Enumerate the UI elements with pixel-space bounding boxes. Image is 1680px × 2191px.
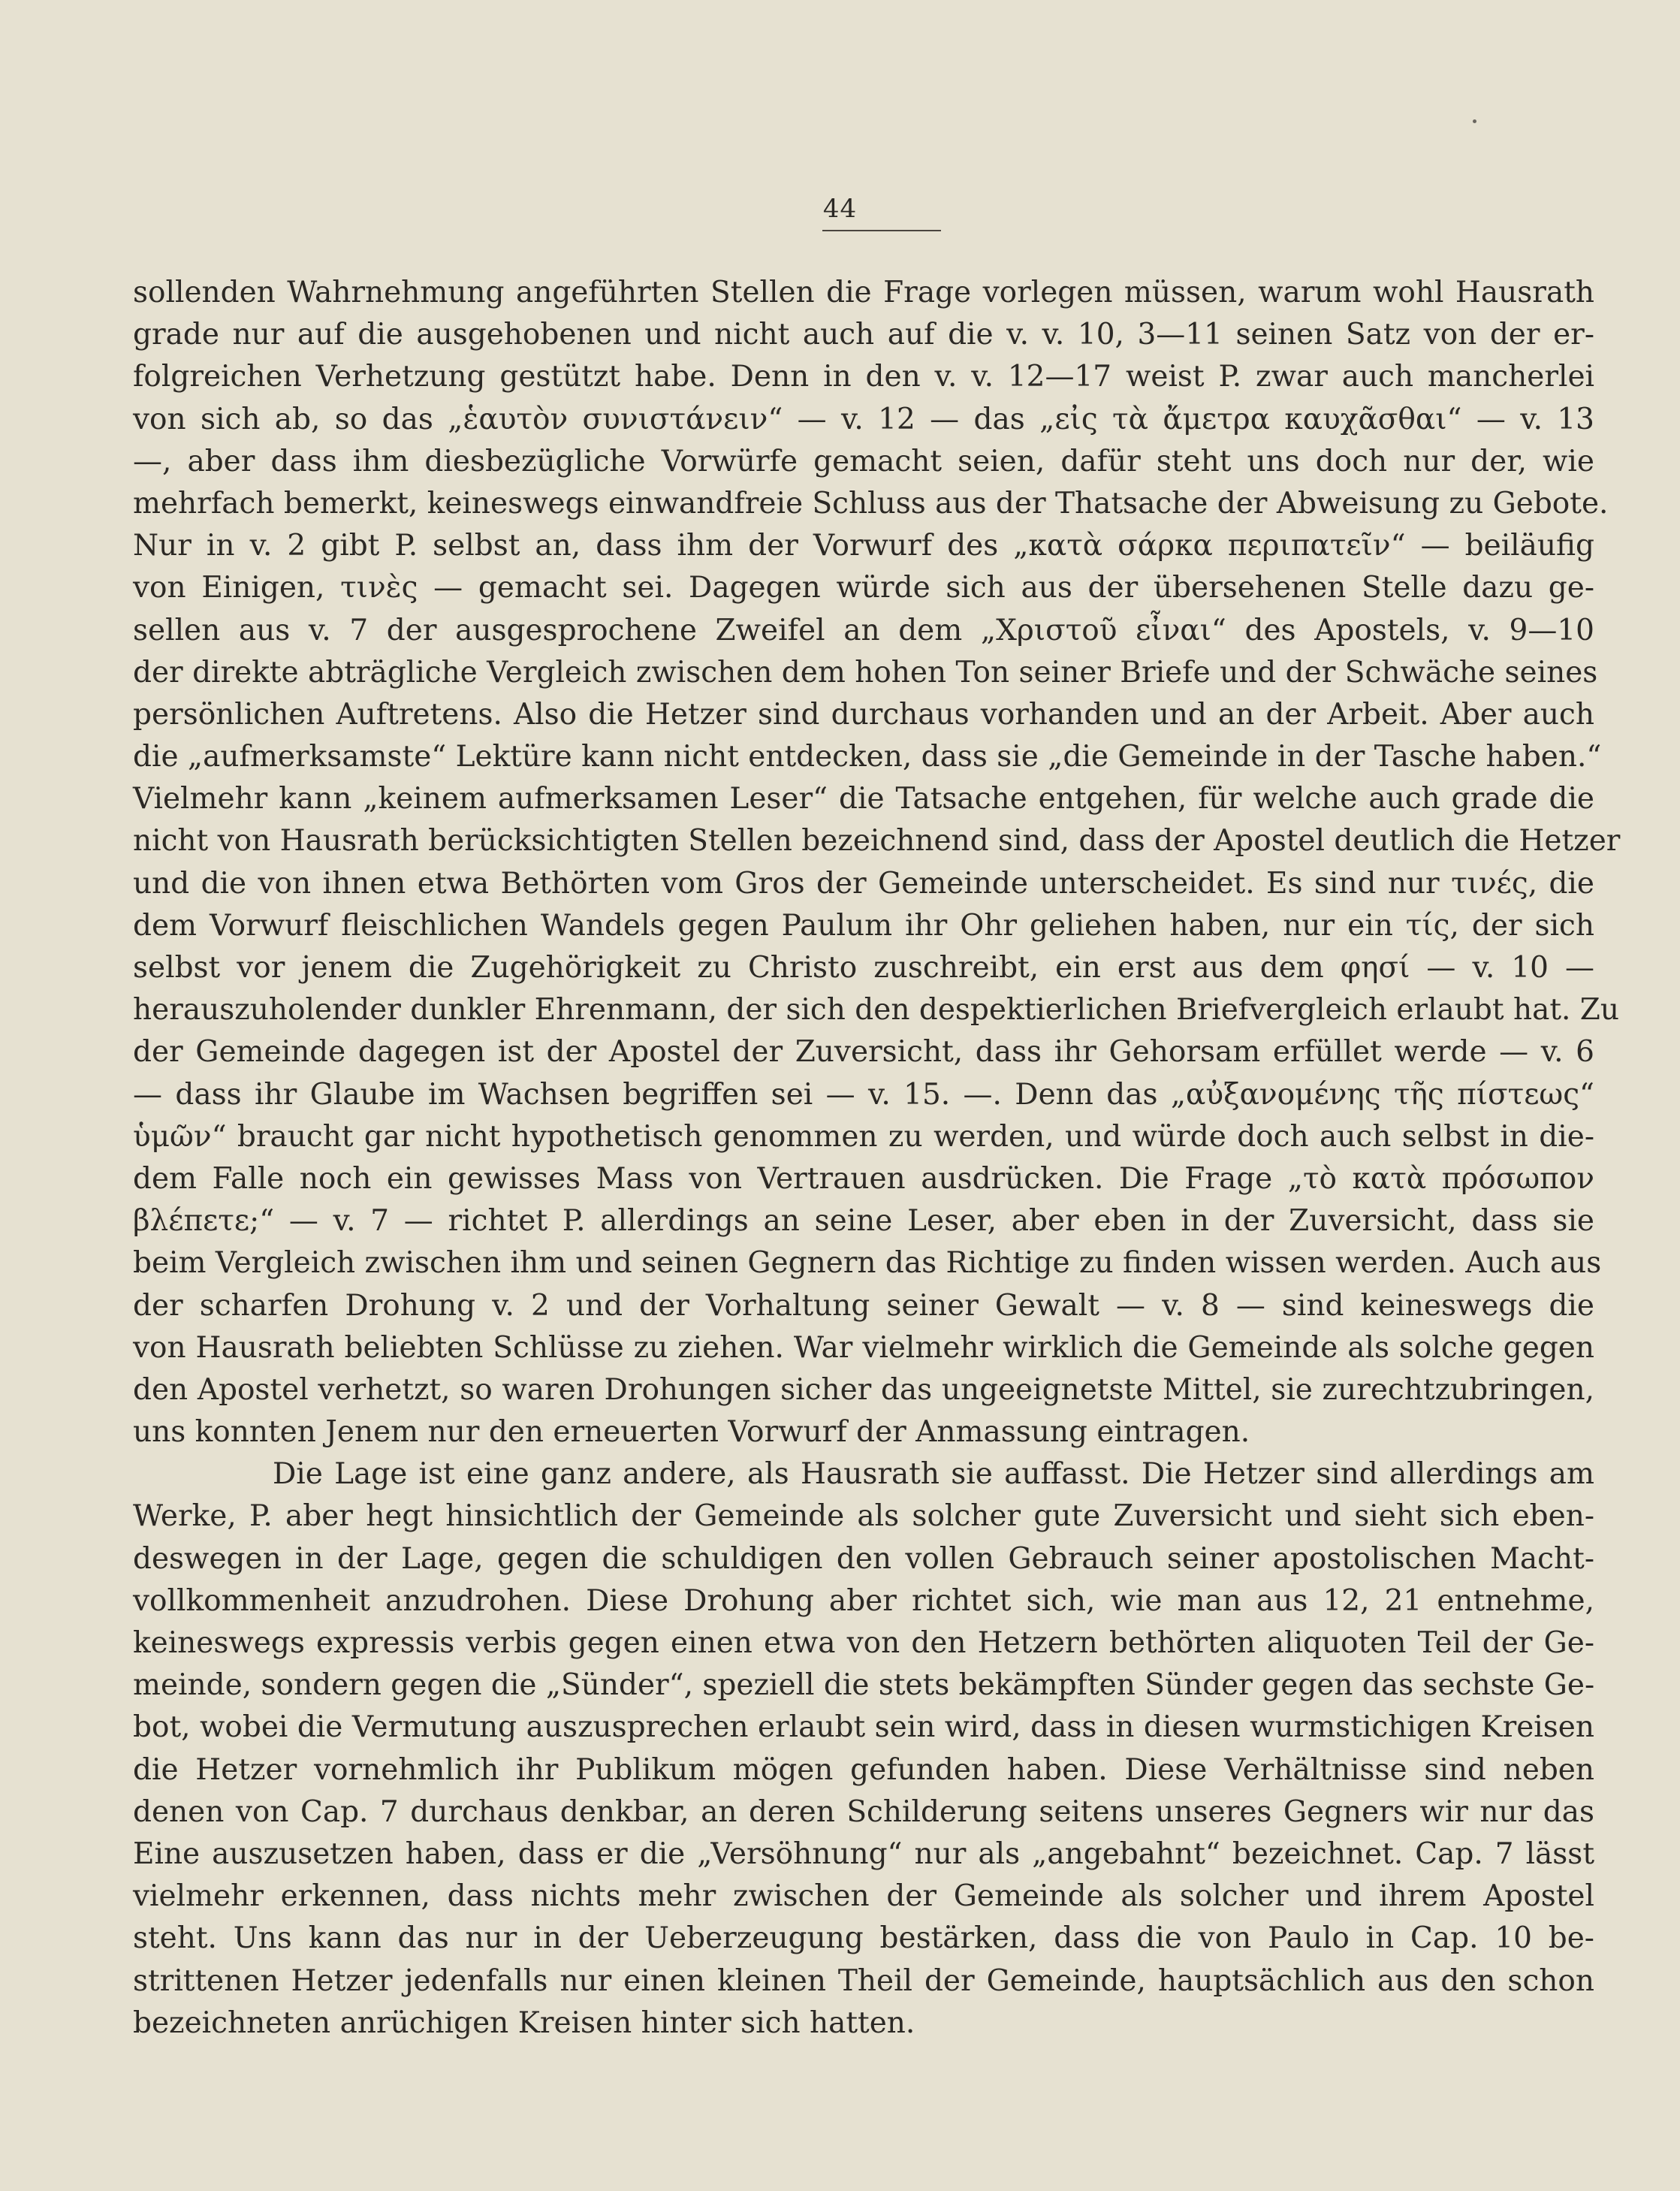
text-line: von Hausrath beliebten Schlüsse zu ziehen. War vielmehr wirklich die Gemeinde als solche gegen — [133, 1330, 1594, 1365]
text-line: strittenen Hetzer jedenfalls nur einen kleinen Theil der Gemeinde, hauptsächlich aus den schon — [133, 1963, 1594, 1998]
text-line: steht. Uns kann das nur in der Ueberzeugung bestärken, dass die von Paulo in Cap. 10 be- — [133, 1921, 1594, 1956]
text-line: — dass ihr Glaube im Wachsen begriffen sei — v. 15. —. Denn das „αὐξανομένης τῆς πίστεως“ — [133, 1077, 1594, 1112]
text-line: denen von Cap. 7 durchaus denkbar, an deren Schilderung seitens unseres Gegners wir nur das — [133, 1794, 1594, 1829]
text-line: den Apostel verhetzt, so waren Drohungen sicher das ungeeignetste Mittel, sie zurechtzubringen, — [133, 1372, 1594, 1407]
text-line: beim Vergleich zwischen ihm und seinen Gegnern das Richtige zu finden wissen werden. Auch aus — [133, 1246, 1602, 1281]
text-line: Eine auszusetzen haben, dass er die „Versöhnung“ nur als „angebahnt“ bezeichnet. Cap. 7 lässt — [133, 1836, 1594, 1871]
text-line: dem Vorwurf fleischlichen Wandels gegen Paulum ihr Ohr geliehen haben, nur ein τίς, der sich — [133, 908, 1594, 943]
text-line: grade nur auf die ausgehobenen und nicht auch auf die v. v. 10, 3—11 seinen Satz von der er- — [133, 318, 1594, 352]
page-number: 44 — [822, 194, 858, 224]
text-line: der scharfen Drohung v. 2 und der Vorhaltung seiner Gewalt — v. 8 — sind keineswegs die — [133, 1288, 1594, 1323]
text-line: von Einigen, τινὲς — gemacht sei. Dagegen würde sich aus der übersehenen Stelle dazu ge- — [133, 571, 1594, 605]
text-line: ὑμῶν“ braucht gar nicht hypothetisch genommen zu werden, und würde doch auch selbst in die- — [133, 1119, 1594, 1154]
text-line: bot, wobei die Vermutung auszusprechen erlaubt sein wird, dass in diesen wurmstichigen Kreisen — [133, 1710, 1594, 1745]
text-line: herauszuholender dunkler Ehrenmann, der sich den despektierlichen Briefvergleich erlaubt hat. Zu — [133, 993, 1620, 1028]
text-line: Werke, P. aber hegt hinsichtlich der Gemeinde als solcher gute Zuversicht und sieht sich eben- — [133, 1499, 1594, 1534]
body-text — [133, 272, 1621, 2045]
text-line: Die Lage ist eine ganz andere, als Hausrath sie auffasst. Die Hetzer sind allerdings am — [273, 1457, 1594, 1492]
text-line: keineswegs expressis verbis gegen einen etwa von den Hetzern bethörten aliquoten Teil der Ge- — [133, 1626, 1594, 1660]
text-line: die Hetzer vornehmlich ihr Publikum mögen gefunden haben. Diese Verhältnisse sind neben — [133, 1752, 1594, 1787]
page-number-rule — [822, 230, 941, 231]
text-line: deswegen in der Lage, gegen die schuldigen den vollen Gebrauch seiner apostolischen Macht- — [133, 1541, 1594, 1576]
text-line: selbst vor jenem die Zugehörigkeit zu Christo zuschreibt, ein erst aus dem φησί — v. 10 — — [133, 951, 1594, 985]
text-line: vielmehr erkennen, dass nichts mehr zwischen der Gemeinde als solcher und ihrem Apostel — [133, 1879, 1594, 1914]
text-line: sollenden Wahrnehmung angeführten Stellen die Frage vorlegen müssen, warum wohl Hausrath — [133, 276, 1594, 309]
text-line: persönlichen Auftretens. Also die Hetzer sind durchaus vorhanden und an der Arbeit. Aber auch — [133, 697, 1594, 732]
text-line: von sich ab, so das „ἑαυτὸν συνιστάνειν“ — v. 12 — das „εἰς τὰ ἄμετρα καυχᾶσθαι“ — v. 13 — [133, 402, 1594, 436]
text-line: Nur in v. 2 gibt P. selbst an, dass ihm der Vorwurf des „κατὰ σάρκα περιπατεῖν“ — beiläufig — [133, 529, 1594, 563]
text-line: der Gemeinde dagegen ist der Apostel der Zuversicht, dass ihr Gehorsam erfüllet werde — v. 6 — [133, 1035, 1594, 1070]
text-line: nicht von Hausrath berücksichtigten Stellen bezeichnend sind, dass der Apostel deutlich die Hetzer — [133, 824, 1621, 859]
text-line: sellen aus v. 7 der ausgesprochene Zweifel an dem „Χριστοῦ εἶναι“ des Apostels, v. 9—10 — [133, 613, 1594, 647]
paper-speck — [1473, 119, 1476, 123]
text-line: bezeichneten anrüchigen Kreisen hinter sich hatten. — [133, 2005, 915, 2040]
text-line: folgreichen Verhetzung gestützt habe. Denn in den v. v. 12—17 weist P. zwar auch mancherlei — [133, 360, 1594, 394]
text-line: vollkommenheit anzudrohen. Diese Drohung aber richtet sich, wie man aus 12, 21 entnehme, — [133, 1583, 1594, 1618]
text-line: dem Falle noch ein gewisses Mass von Vertrauen ausdrücken. Die Frage „τὸ κατὰ πρόσωπον — [133, 1161, 1594, 1196]
text-line: βλέπετε;“ — v. 7 — richtet P. allerdings an seine Leser, aber eben in der Zuversicht, dass sie — [133, 1204, 1594, 1239]
text-line: Vielmehr kann „keinem aufmerksamen Leser“ die Tatsache entgehen, für welche auch grade die — [133, 782, 1594, 816]
text-line: mehrfach bemerkt, keineswegs einwandfreie Schluss aus der Thatsache der Abweisung zu Gebote. — [133, 486, 1609, 521]
text-line: meinde, sondern gegen die „Sünder“, speziell die stets bekämpften Sünder gegen das sechste Ge- — [133, 1668, 1595, 1703]
text-line: —, aber dass ihm diesbezügliche Vorwürfe gemacht seien, dafür steht uns doch nur der, wie — [133, 444, 1594, 478]
text-line: und die von ihnen etwa Bethörten vom Gros der Gemeinde unterscheidet. Es sind nur τινές, die — [133, 866, 1594, 901]
text-line: die „aufmerksamste“ Lektüre kann nicht entdecken, dass sie „die Gemeinde in der Tasche haben.“ — [133, 740, 1602, 774]
text-line: der direkte abträgliche Vergleich zwischen dem hohen Ton seiner Briefe und der Schwäche seines — [133, 655, 1598, 690]
text-line: uns konnten Jenem nur den erneuerten Vorwurf der Anmassung eintragen. — [133, 1415, 1250, 1450]
